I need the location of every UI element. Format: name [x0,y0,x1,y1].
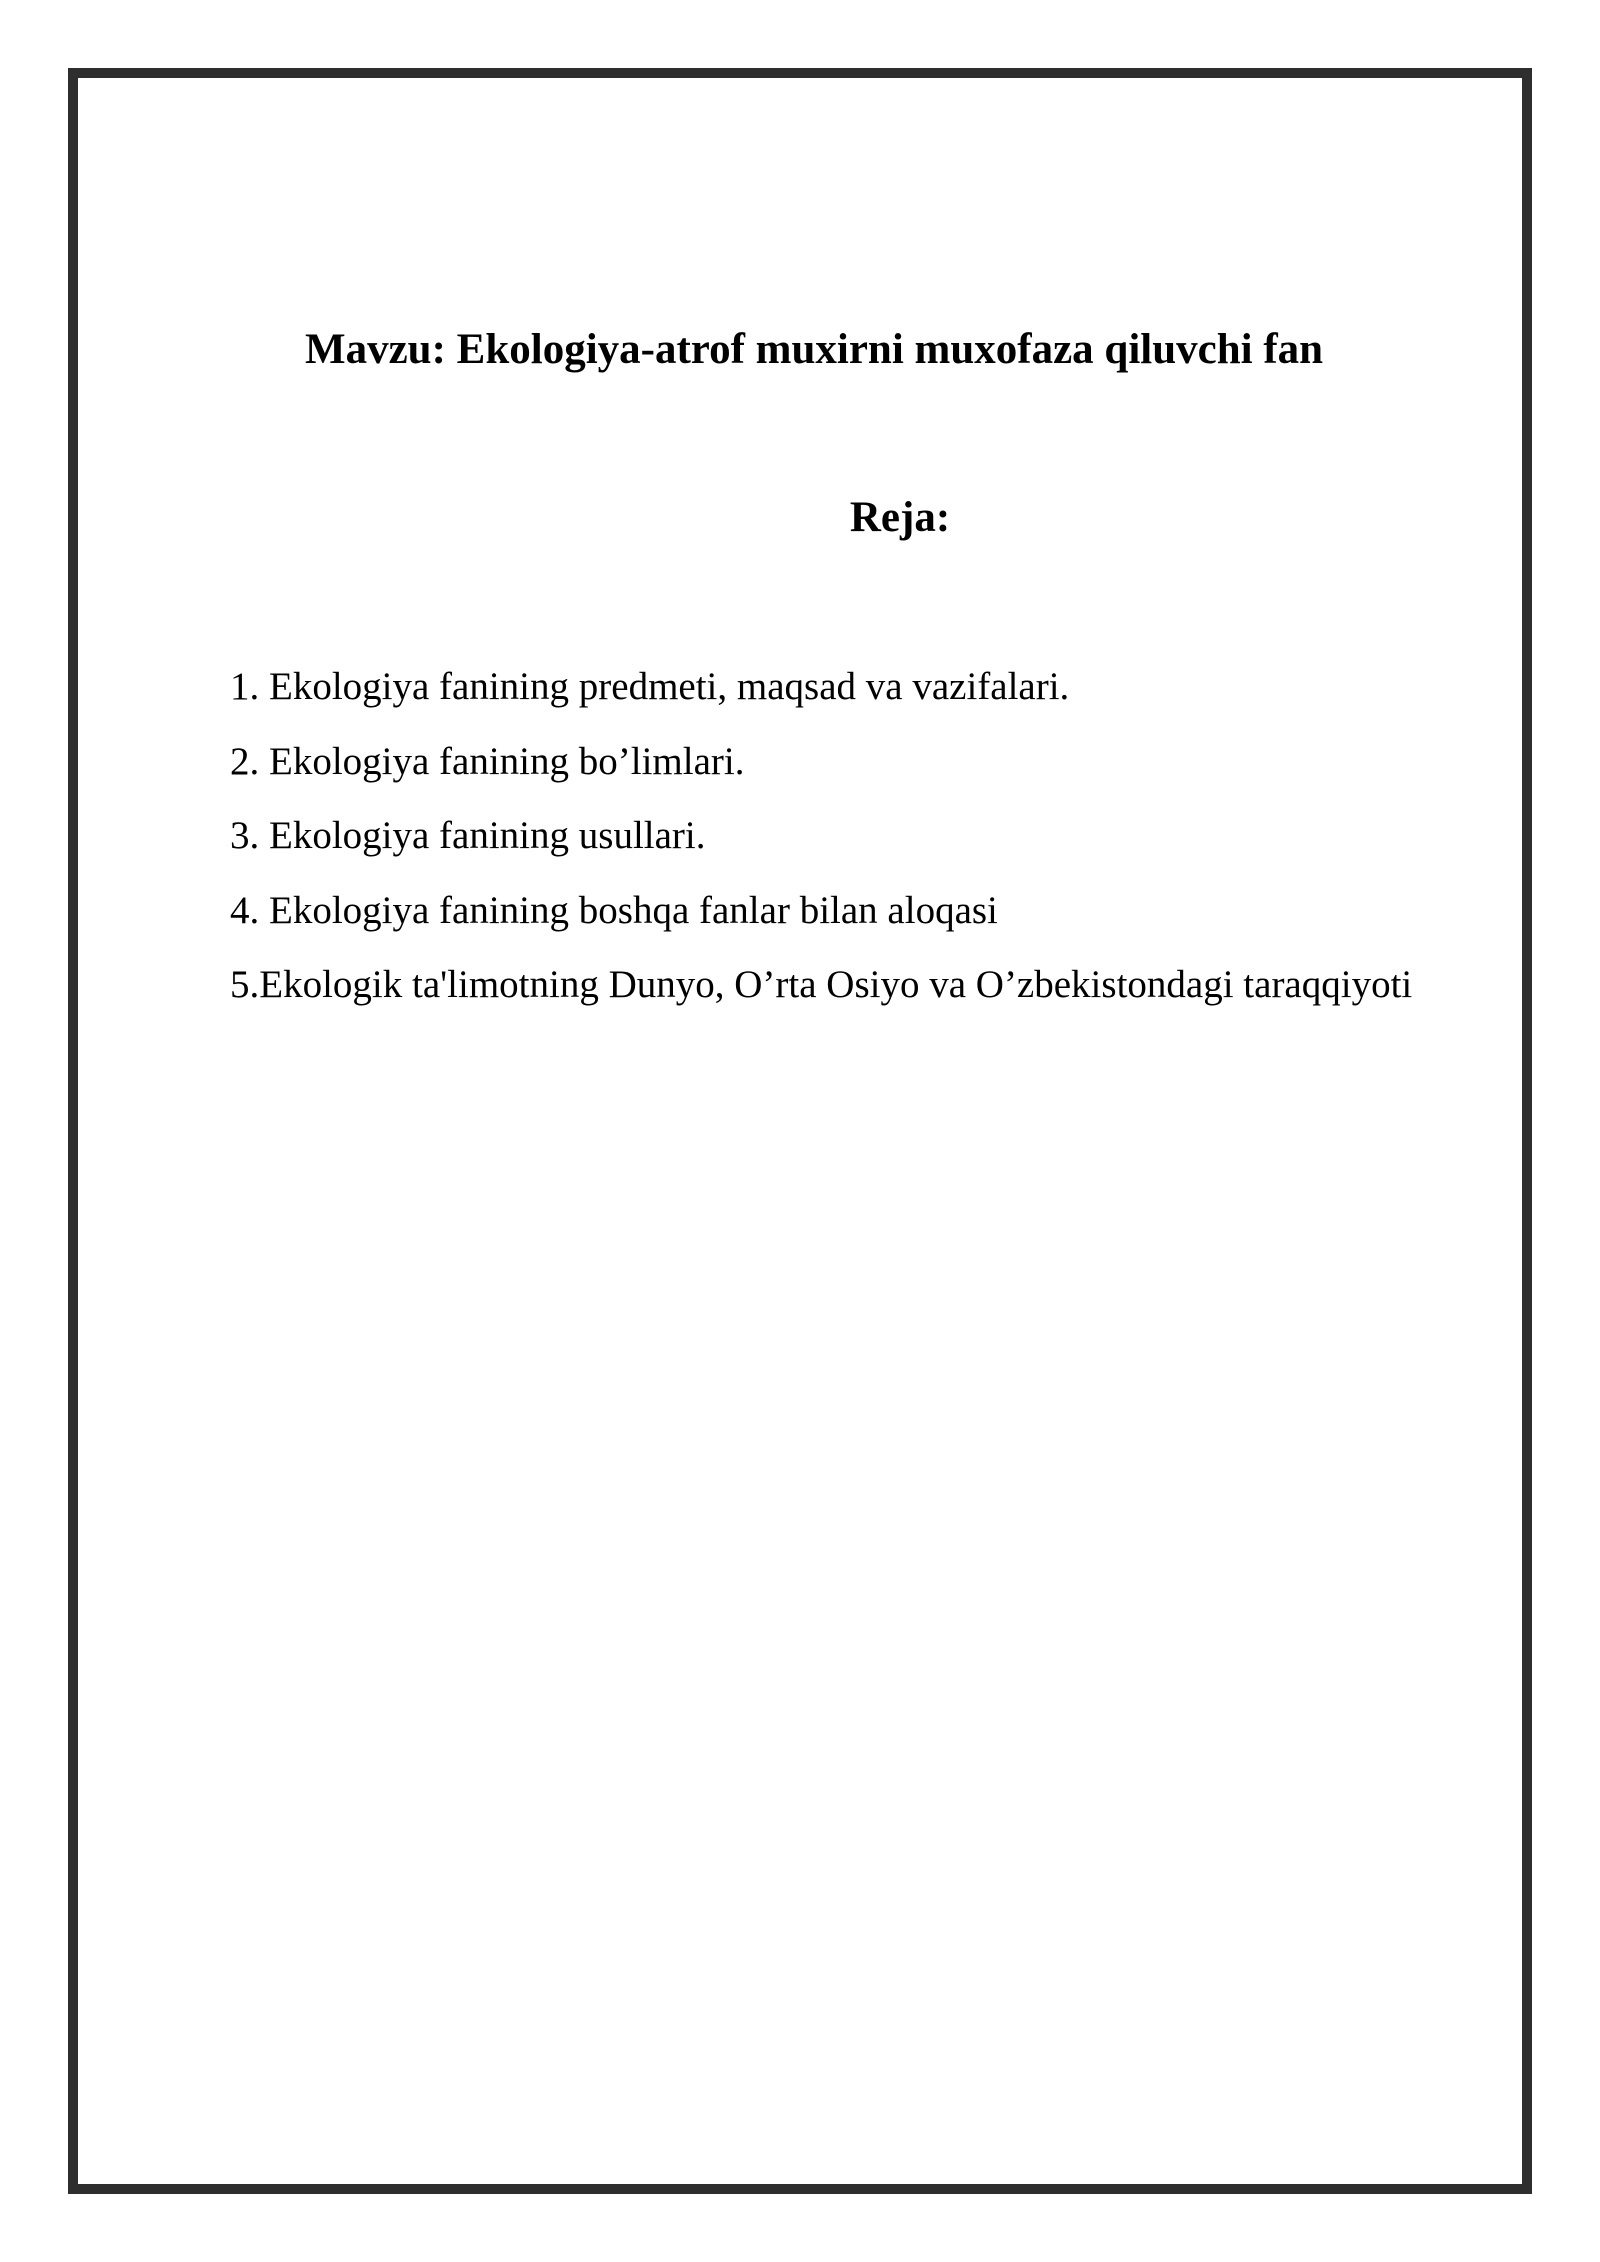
plan-item-4: 4. Ekologiya fanining boshqa fanlar bilan aloqasi [230,888,998,932]
plan-item-3: 3. Ekologiya fanining usullari. [230,814,706,857]
plan-item-5: 5.Ekologik ta'limotning Dunyo, O’rta Osiyo va O’zbekistondagi taraqqiyoti [230,963,1413,1006]
plan-heading: Reja: [849,494,951,541]
plan-list [230,650,1492,1023]
page-border [68,68,1532,2194]
plan-item-1: 1. Ekologiya fanining predmeti, maqsad va vazifalari. [230,665,1070,708]
document-title: Mavzu: Ekologiya-atrof muxirni muxofaza qiluvchi fan [305,326,1324,373]
plan-item-2: 2. Ekologiya fanining bo’limlari. [230,739,745,783]
plan-heading-row [0,488,1600,548]
